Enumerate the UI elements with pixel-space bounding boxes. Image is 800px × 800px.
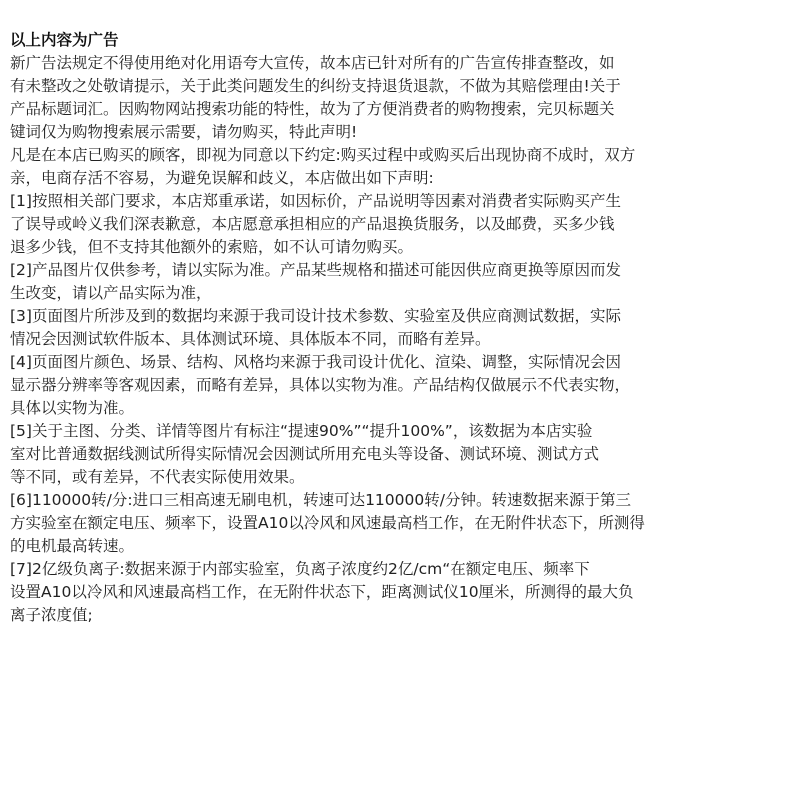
document-title: 以上内容为广告 [10, 31, 119, 49]
text-line: 产品标题词汇。因购物网站搜索功能的特性，故为了方便消费者的购物搜索，完贝标题关 [10, 100, 615, 118]
text-line: 凡是在本店已购买的顾客，即视为同意以下约定:购买过程中或购买后出现协商不成时，双方 [10, 146, 636, 164]
text-line: 了误导或岭义我们深表歉意，本店愿意承担相应的产品退换货服务，以及邮费，买多少钱 [10, 215, 615, 233]
text-line: 键词仅为购物搜索展示需要，请勿购买，特此声明! [10, 123, 358, 141]
text-line: [6]110000转/分:进口三相高速无刷电机，转速可达110000转/分钟。转速数据来源于第三 [10, 491, 631, 509]
text-line: [5]关于主图、分类、详情等图片有标注“提速90%”“提升100%”，该数据为本店实验 [10, 422, 593, 440]
text-line: [1]按照相关部门要求，本店郑重承诺，如因标价，产品说明等因素对消费者实际购买产生 [10, 192, 621, 210]
text-line: 新广告法规定不得使用绝对化用语夸大宣传，故本店已针对所有的广告宣传排查整改，如 [10, 54, 615, 72]
text-line: 具体以实物为准。 [10, 399, 135, 417]
text-line: 室对比普通数据线测试所得实际情况会因测试所用充电头等设备、测试环境、测试方式 [10, 445, 600, 463]
ad-disclaimer-document [10, 29, 795, 627]
text-line: 离子浓度值; [10, 606, 93, 624]
text-line: 设置A10以冷风和风速最高档工作，在无附件状态下，距离测试仪10厘米，所测得的最大负 [10, 583, 634, 601]
text-line: [7]2亿级负离子:数据来源于内部实验室，负离子浓度约2亿/cm“在额定电压、频率下 [10, 560, 590, 578]
text-line: 生改变，请以产品实际为准， [10, 284, 212, 302]
text-line: 等不同，或有差异，不代表实际使用效果。 [10, 468, 305, 486]
text-line: 情况会因测试软件版本、具体测试环境、具体版本不同，而略有差异。 [10, 330, 491, 348]
document-body [10, 52, 795, 627]
text-line: [3]页面图片所涉及到的数据均来源于我司设计技术参数、实验室及供应商测试数据，实际 [10, 307, 621, 325]
text-line: 方实验室在额定电压、频率下，设置A10以冷风和风速最高档工作，在无附件状态下，所测得 [10, 514, 645, 532]
text-line: 的电机最高转速。 [10, 537, 135, 555]
text-line: 亲，电商存活不容易，为避免误解和歧义，本店做出如下声明: [10, 169, 434, 187]
text-line: [4]页面图片颜色、场景、结构、风格均来源于我司设计优化、渲染、调整，实际情况会因 [10, 353, 621, 371]
text-line: 退多少钱，但不支持其他额外的索赔，如不认可请勿购买。 [10, 238, 414, 256]
text-line: [2]产品图片仅供参考，请以实际为准。产品某些规格和描述可能因供应商更换等原因而发 [10, 261, 621, 279]
text-line: 显示器分辨率等客观因素，而略有差异，具体以实物为准。产品结构仅做展示不代表实物， [10, 376, 631, 394]
text-line: 有未整改之处敬请提示，关于此类问题发生的纠纷支持退货退款，不做为其赔偿理由!关于 [10, 77, 621, 95]
